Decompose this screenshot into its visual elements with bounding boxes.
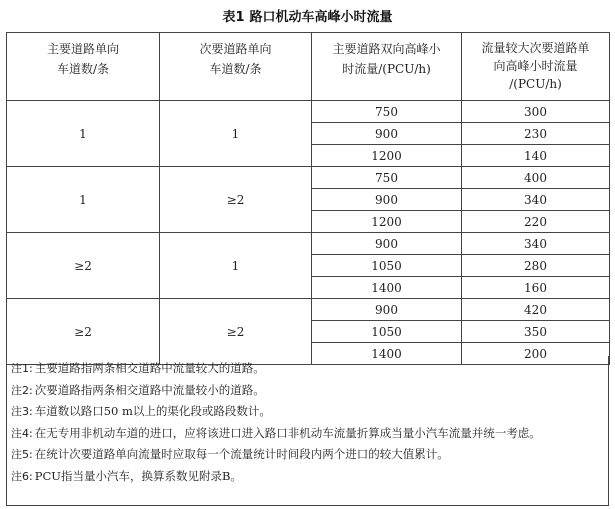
major-flow-cell: 1400: [312, 277, 462, 299]
note-text: 在无专用非机动车道的进口，应将该进口进入路口非机动车流量折算成当量小汽车流量并统一考虑。: [34, 425, 541, 440]
note-item: [11, 380, 604, 402]
header-text: 主要道路单向 车道数/条: [46, 42, 119, 76]
minor-lanes-cell: ≥2: [160, 299, 312, 365]
header-text: 流量较大次要道路单 向高峰小时流量 /(PCU/h): [481, 41, 590, 91]
major-flow-cell: 900: [312, 123, 462, 145]
minor-flow-cell: 230: [462, 123, 610, 145]
minor-flow-cell: 140: [462, 145, 610, 167]
major-flow-cell: 1200: [312, 211, 462, 233]
note-item: [11, 401, 604, 423]
minor-flow-cell: 340: [462, 189, 610, 211]
minor-flow-cell: 340: [462, 233, 610, 255]
note-text: 主要道路指两条相交道路中流量较大的道路。: [34, 361, 265, 375]
major-flow-cell: 900: [312, 189, 462, 211]
table-row: [7, 233, 610, 255]
table-number: 表1: [222, 10, 245, 25]
note-item: [11, 466, 604, 488]
minor-flow-cell: 300: [462, 101, 610, 123]
note-item: [11, 444, 604, 466]
table-caption: 路口机动车高峰小时流量: [249, 10, 393, 25]
header-major-lanes: [7, 33, 160, 101]
notes-section: [6, 356, 609, 506]
minor-lanes-cell: 1: [160, 233, 312, 299]
note-item: [11, 358, 604, 380]
major-flow-cell: 900: [312, 299, 462, 321]
note-label: 注5:: [11, 448, 33, 461]
major-flow-cell: 1400: [312, 343, 462, 365]
header-minor-flow: [462, 33, 610, 101]
table-row: [7, 299, 610, 321]
minor-flow-cell: 160: [462, 277, 610, 299]
minor-flow-cell: 280: [462, 255, 610, 277]
minor-flow-cell: 350: [462, 321, 610, 343]
note-label: 注3:: [11, 405, 33, 418]
major-flow-cell: 1050: [312, 255, 462, 277]
header-major-flow: [312, 33, 462, 101]
note-label: 注6:: [11, 469, 33, 483]
traffic-flow-table: [6, 32, 610, 365]
minor-lanes-cell: 1: [160, 101, 312, 167]
note-text: 次要道路指两条相交道路中流量较小的道路。: [34, 382, 265, 397]
major-flow-cell: 750: [312, 167, 462, 189]
note-label: 注2:: [11, 383, 33, 397]
minor-flow-cell: 420: [462, 299, 610, 321]
header-minor-lanes: [160, 33, 312, 101]
major-lanes-cell: 1: [7, 101, 160, 167]
major-flow-cell: 1200: [312, 145, 462, 167]
header-row: [7, 33, 610, 101]
minor-flow-cell: 220: [462, 211, 610, 233]
major-flow-cell: 900: [312, 233, 462, 255]
table-body: [7, 101, 610, 365]
major-flow-cell: 750: [312, 101, 462, 123]
major-lanes-cell: ≥2: [7, 233, 160, 299]
note-label: 注1:: [11, 362, 33, 375]
major-flow-cell: 1050: [312, 321, 462, 343]
minor-flow-cell: 200: [462, 343, 610, 365]
note-label: 注4:: [11, 426, 33, 440]
minor-lanes-cell: ≥2: [160, 167, 312, 233]
note-text: PCU指当量小汽车，换算系数见附录B。: [34, 468, 242, 483]
table-row: [7, 167, 610, 189]
major-lanes-cell: ≥2: [7, 299, 160, 365]
note-item: [11, 423, 604, 445]
header-text: 主要道路双向高峰小 时流量/(PCU/h): [332, 42, 441, 76]
note-text: 车道数以路口50 m以上的渠化段或路段数计。: [34, 404, 271, 418]
table-row: [7, 101, 610, 123]
table-title: [0, 6, 615, 25]
major-lanes-cell: 1: [7, 167, 160, 233]
minor-flow-cell: 400: [462, 167, 610, 189]
note-text: 在统计次要道路单向流量时应取每一个流量统计时间段内两个进口的较大值累计。: [34, 447, 449, 461]
header-text: 次要道路单向 车道数/条: [199, 42, 272, 76]
